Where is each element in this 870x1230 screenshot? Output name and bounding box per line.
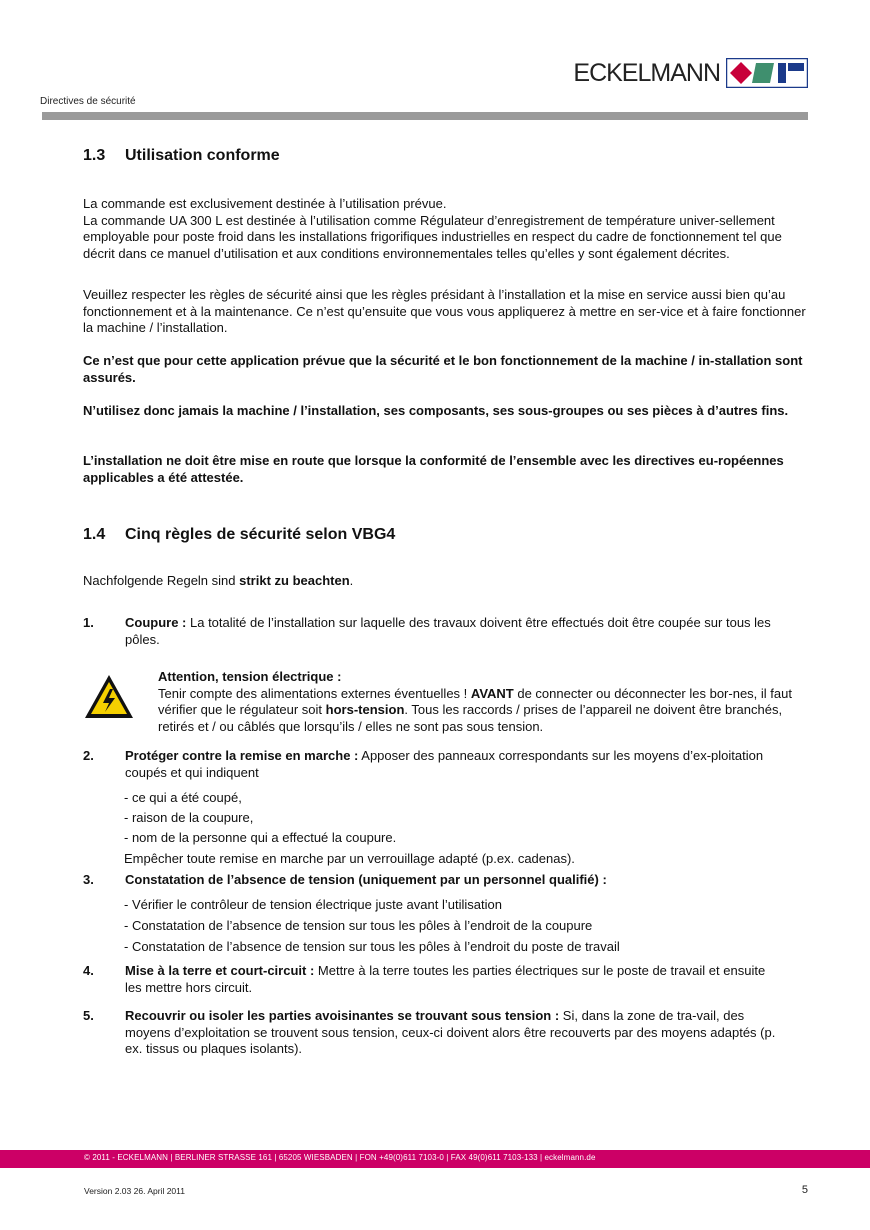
rule-text: Mettre à la terre toutes les parties électriques sur le poste de travail et ensuite les mettre hors circuit. bbox=[125, 963, 766, 995]
page-number: 5 bbox=[801, 1184, 808, 1196]
rule-item bbox=[83, 963, 807, 996]
list-item: - Vérifier le contrôleur de tension électrique juste avant l’utilisation bbox=[124, 897, 502, 912]
bold-notice: N’utilisez donc jamais la machine / l’installation, ses composants, ses sous-groupes ou ses pièces à d’autres fins. bbox=[83, 403, 789, 418]
warning-emphasis: AVANT bbox=[470, 685, 514, 701]
paragraph-text: La commande UA 300 L est destinée à l’utilisation comme Régulateur d’enregistrement de température univer-sellement employable pour poste froid dans les installations frigorifiques industrielles en respect du cadre de fonctionnement tel que décrit dans ce manuel d’utilisation et aux conditions environnementales telles qu’elles y sont également décrites. bbox=[83, 212, 782, 261]
intro-emphasis: strikt zu beachten bbox=[239, 573, 350, 588]
rule-text: Si, dans la zone de tra-vail, des moyens d’exploitation se trouvent sous tension, ceux-ci doivent alors être recouverts par des moyens adaptés (p. ex. tissus ou plaques isolants). bbox=[125, 1008, 776, 1056]
rule-body bbox=[125, 963, 785, 996]
list-item: - Constatation de l’absence de tension sur tous les pôles à l’endroit de la coupure bbox=[124, 918, 593, 933]
warning-body bbox=[158, 686, 808, 736]
section-heading-1-4 bbox=[83, 526, 395, 544]
section-title: Cinq règles de sécurité selon VBG4 bbox=[125, 526, 396, 543]
intro-end: . bbox=[349, 573, 354, 588]
rule-label: Constatation de l’absence de tension (uniquement par un personnel qualifié) : bbox=[125, 872, 607, 887]
rule-number: 1. bbox=[83, 615, 94, 630]
section-number: 1.4 bbox=[83, 526, 106, 543]
rule-label: Protéger contre la remise en marche : bbox=[125, 748, 359, 763]
rule-label: Coupure : bbox=[125, 615, 187, 630]
brand-logo bbox=[573, 58, 808, 88]
warning-text: Tenir compte des alimentations externes éventuelles ! bbox=[158, 685, 471, 701]
warning-text: de connecter ou déconnecter les bor-nes, il faut vérifier que le régulateur soit bbox=[158, 685, 792, 717]
list-item: - ce qui a été coupé, bbox=[124, 790, 242, 805]
brand-name: ECKELMANN bbox=[573, 58, 720, 87]
paragraph-line: La commande est exclusivement destinée à l’utilisation prévue. bbox=[83, 196, 447, 211]
rule-number: 5. bbox=[83, 1008, 94, 1023]
rule-text: La totalité de l’installation sur laquelle des travaux doivent être effectués doit être coupée sur tous les pôles. bbox=[125, 615, 771, 647]
rule-text: Apposer des panneaux correspondants sur les moyens d’ex-ploitation coupés et qui indiquent bbox=[125, 748, 764, 780]
footer-address: © 2011 - ECKELMANN | BERLINER STRASSE 161 | 65205 WIESBADEN | FON +49(0)611 7103-0 | FAX 49(0)611 7103-133 | eckelmann.de bbox=[84, 1153, 596, 1162]
warning-block bbox=[158, 669, 808, 735]
section-heading-1-3 bbox=[83, 147, 280, 165]
rule-body bbox=[125, 1008, 785, 1058]
warning-text: . Tous les raccords / prises de l’appareil ne doivent être branchés, retirés et / ou câblés que lorsqu’ils / elles ne sont pas sous tension. bbox=[158, 702, 783, 734]
bold-notice: L’installation ne doit être mise en route que lorsque la conformité de l’ensemble avec les directives eu-ropéennes applicables a été attestée. bbox=[83, 453, 784, 485]
rule-item bbox=[83, 748, 807, 781]
rule-body bbox=[125, 748, 785, 781]
warning-emphasis: hors-tension bbox=[325, 702, 405, 717]
header-rule bbox=[42, 112, 808, 120]
rule-number: 4. bbox=[83, 963, 94, 978]
paragraph bbox=[83, 196, 807, 262]
rule-number: 3. bbox=[83, 872, 94, 887]
rule-body bbox=[125, 615, 785, 648]
rule-label: Recouvrir ou isoler les parties avoisinantes se trouvant sous tension : bbox=[125, 1008, 560, 1023]
rule-number: 2. bbox=[83, 748, 94, 763]
list-item: - raison de la coupure, bbox=[124, 810, 254, 825]
rule-label: Mise à la terre et court-circuit : bbox=[125, 963, 315, 978]
rule-item bbox=[83, 615, 807, 648]
intro-text: Nachfolgende Regeln sind bbox=[83, 573, 240, 588]
warning-title: Attention, tension électrique : bbox=[158, 669, 342, 684]
running-header: Directives de sécurité bbox=[40, 96, 136, 107]
paragraph: Veuillez respecter les règles de sécurité ainsi que les règles présidant à l’installation et la mise en service aussi bien qu’au fonctionnement et à la maintenance. Ce n’est qu’ensuite que vous vous appliquerez à mettre en ser-vice et à faire fonctionner la machine / l’installation. bbox=[83, 287, 806, 335]
rule-item bbox=[83, 872, 807, 889]
intro-paragraph bbox=[83, 573, 807, 590]
bold-notice: Ce n’est que pour cette application prévue que la sécurité et le bon fonctionnement de la machine / in-stallation sont assurés. bbox=[83, 353, 803, 385]
list-item: - Constatation de l’absence de tension sur tous les pôles à l’endroit du poste de travail bbox=[124, 939, 620, 954]
list-item: - nom de la personne qui a effectué la coupure. bbox=[124, 830, 397, 845]
rule-item bbox=[83, 1008, 807, 1058]
rule-tail: Empêcher toute remise en marche par un verrouillage adapté (p.ex. cadenas). bbox=[124, 851, 575, 866]
high-voltage-warning-icon bbox=[83, 673, 135, 721]
section-number: 1.3 bbox=[83, 147, 106, 164]
eckelmann-logo-icon bbox=[726, 58, 808, 88]
version-info: Version 2.03 26. April 2011 bbox=[84, 1186, 185, 1196]
section-title: Utilisation conforme bbox=[125, 147, 280, 164]
